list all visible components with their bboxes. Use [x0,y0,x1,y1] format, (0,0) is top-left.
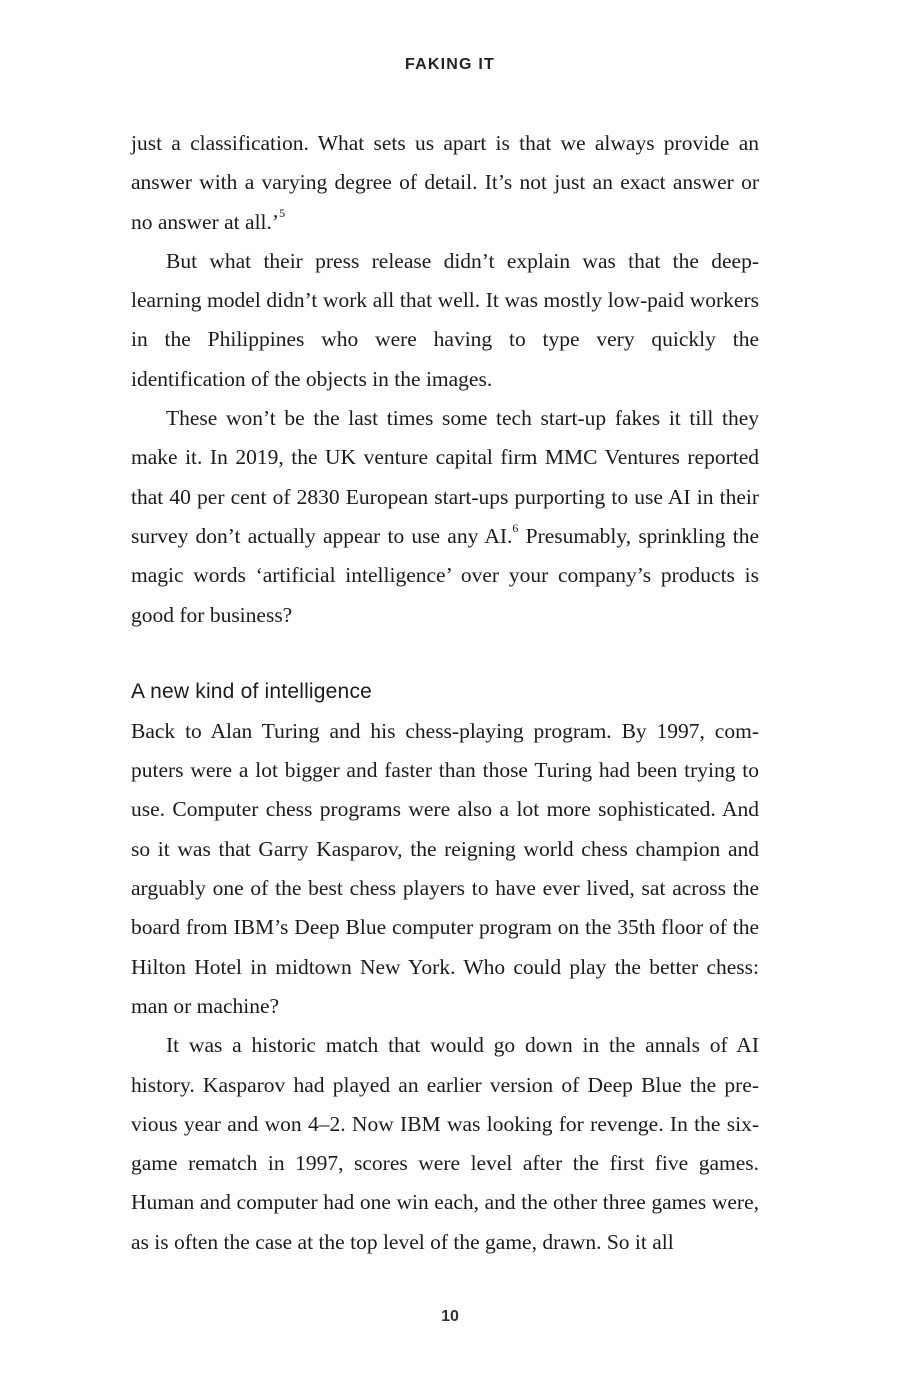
paragraph-text: just a classification. What sets us apart is that we always provide an answer with a varying degree of detail. It’s not just an exact answer or no answer at all.’ [131,131,759,234]
footnote-marker: 6 [512,520,519,535]
paragraph [131,242,759,399]
paragraph [131,399,759,635]
paragraph-text-continued: Presumably, sprinkling the magic words ‘artificial intelligence’ over your company’s products is good for business? [131,523,759,627]
paragraph: It was a historic match that would go down in the annals of AI history. Kasparov had played an earlier version of Deep Blue the previous year and won 4–2. Now IBM was looking for revenge. In the six-game rematch in 1997, scores were level after the first five games. Human and computer had one win each, and the other three games were, as is often the case at the top level of the game, drawn. So it all [131,1033,759,1254]
paragraph: Back to Alan Turing and his chess-playing program. By 1997, computers were a lot bigger and faster than those Turing had been trying to use. Computer chess programs were also a lot more sophisticated. And so it was that Garry Kasparov, the reigning world chess champion and arguably one of the best chess players to have ever lived, sat across the board from IBM’s Deep Blue computer program on the 35th floor of the Hilton Hotel in midtown New York. Who could play the better chess: man or machine? [131,718,759,1018]
paragraph-text: These won’t be the last times some tech start-up fakes it till they make it. In 2019, the UK venture capital firm MMC Ventures reported that 40 per cent of 2830 European start-ups purporting to use AI in their survey don’t actually appear to use any AI. [131,406,759,548]
running-head: FAKING IT [405,56,495,73]
page-number: 10 [441,1308,459,1325]
paragraph-continued [131,124,759,242]
section-heading: A new kind of intelligence [131,679,373,703]
page-body [131,124,759,1262]
footnote-marker: 5 [279,206,286,221]
paragraph-text: But what their press release didn’t explain was that the deep-learning model didn’t work all that well. It was mostly low-paid workers in the Philippines who were having to type very quickly the identification of the objects in the images. [131,248,759,391]
